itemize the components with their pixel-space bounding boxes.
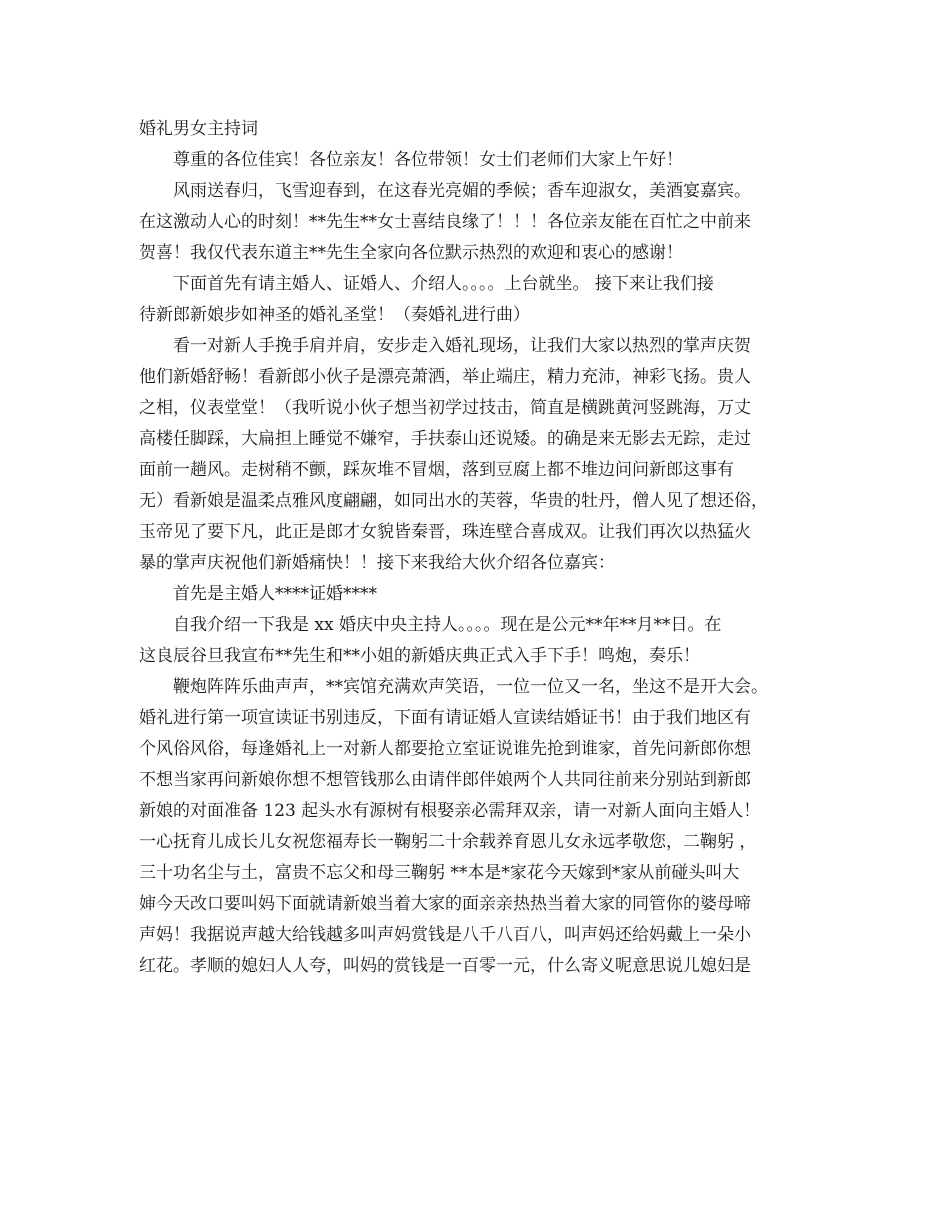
- text-line: 之相，仪表堂堂！（我听说小伙子想当初学过技击，简直是横跳黄河竖跳海，万丈: [139, 398, 751, 418]
- text-line: 婶今天改口要叫妈下面就请新娘当着大家的面亲亲热热当着大家的同管你的婆母啼: [139, 894, 751, 914]
- text-line: 看一对新人手挽手肩并肩，安步走入婚礼现场，让我们大家以热烈的掌声庆贺: [173, 336, 751, 356]
- text-line: 自我介绍一下我是 xx 婚庆中央主持人。。。。现在是公元**年**月**日。在: [173, 615, 722, 635]
- text-line: 新娘的对面准备 123 起头水有源树有根娶亲必需拜双亲，请一对新人面向主婚人！: [139, 801, 761, 821]
- text-line: 他们新婚舒畅！看新郎小伙子是漂亮萧洒，举止端庄，精力充沛，神彩飞扬。贵人: [139, 367, 751, 387]
- text-line: 暴的掌声庆祝他们新婚痛快！！接下来我给大伙介绍各位嘉宾：: [139, 553, 615, 573]
- text-line: 三十功名尘与土，富贵不忘父和母三鞠躬 **本是*家花今天嫁到*家从前碰头叫大: [139, 863, 740, 883]
- text-line: 尊重的各位佳宾！各位亲友！各位带领！女士们老师们大家上午好！: [173, 150, 683, 170]
- text-line: 一心抚育儿成长儿女祝您福寿长一鞠躬二十余载养育恩儿女永远孝敬您，二鞠躬 ，: [139, 832, 757, 852]
- text-line: 在这激动人心的时刻！**先生**女士喜结良缘了！！！各位亲友能在百忙之中前来: [139, 212, 751, 232]
- text-line: 贺喜！我仅代表东道主**先生全家向各位默示热烈的欢迎和衷心的感谢！: [139, 243, 683, 263]
- document-body: [139, 114, 815, 982]
- text-line: 不想当家再问新娘你想不想管钱那么由请伴郎伴娘两个人共同往前来分别站到新郎: [139, 770, 751, 790]
- text-line: 婚礼进行第一项宣读证书别违反，下面有请证婚人宣读结婚证书！由于我们地区有: [139, 708, 751, 728]
- text-line: 玉帝见了要下凡，此正是郎才女貌皆秦晋，珠连壁合喜成双。让我们再次以热猛火: [139, 522, 751, 542]
- text-line: 这良辰谷旦我宣布**先生和**小姐的新婚庆典正式入手下手！鸣炮，奏乐！: [139, 646, 700, 666]
- text-line: 无）看新娘是温柔点雅风度翩翩，如同出水的芙蓉，华贵的牡丹，僧人见了想还俗，: [139, 491, 768, 511]
- text-line: 鞭炮阵阵乐曲声声，**宾馆充满欢声笑语，一位一位又一名，坐这不是开大会。: [173, 677, 768, 697]
- text-line: 红花。孝顺的媳妇人人夸，叫妈的赏钱是一百零一元，什么寄义呢意思说儿媳妇是: [139, 956, 751, 976]
- text-line: 风雨送春归，飞雪迎春到，在这春光亮媚的季候；香车迎淑女，美酒宴嘉宾。: [173, 181, 751, 201]
- text-line: 待新郎新娘步如神圣的婚礼圣堂！（奏婚礼进行曲）: [139, 305, 530, 325]
- text-line: 首先是主婚人****证婚****: [173, 584, 377, 604]
- text-line: 高楼任脚踩，大扁担上睡觉不嫌窄，手扶泰山还说矮。的确是来无影去无踪，走过: [139, 429, 751, 449]
- text-line: 个风俗风俗，每逢婚礼上一对新人都要抢立室证说谁先抢到谁家，首先问新郎你想: [139, 739, 751, 759]
- document-title: 婚礼男女主持词: [139, 119, 258, 139]
- text-line: 声妈！我据说声越大给钱越多叫声妈赏钱是八千八百八，叫声妈还给妈戴上一朵小: [139, 925, 751, 945]
- text-line: 下面首先有请主婚人、证婚人、介绍人。。。。上台就坐。 接下来让我们接: [173, 274, 714, 294]
- text-line: 面前一趟风。走树稍不颤，踩灰堆不冒烟，落到豆腐上都不堆边问问新郎这事有: [139, 460, 734, 480]
